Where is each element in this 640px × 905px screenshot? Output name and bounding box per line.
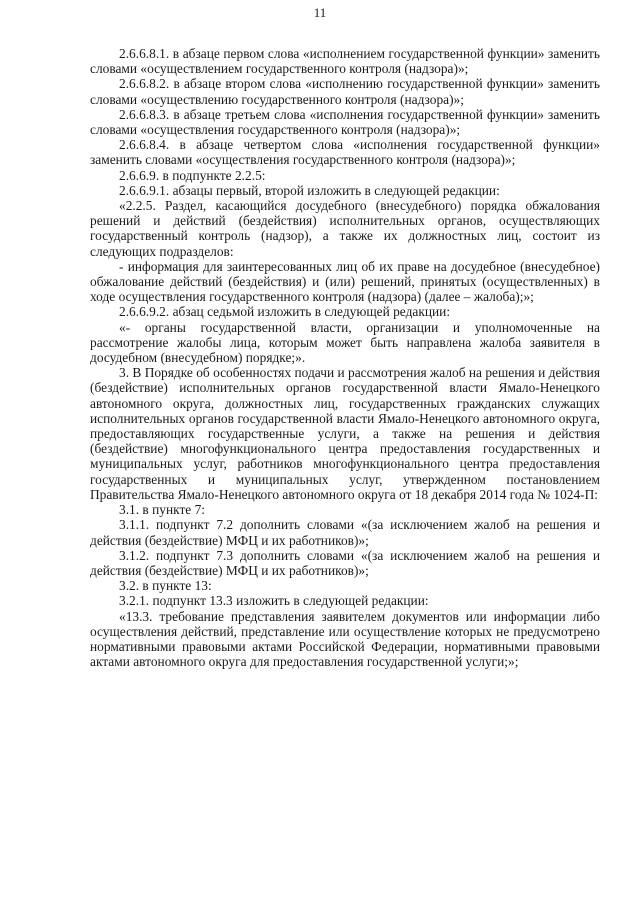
- paragraph: 3.2.1. подпункт 13.3 изложить в следующей редакции:: [119, 593, 429, 609]
- page-number: 11: [313, 5, 327, 20]
- paragraph: 2.6.6.9.1. абзацы первый, второй изложить в следующей редакции:: [119, 182, 500, 198]
- paragraph: 3.2. в пункте 13:: [119, 578, 212, 594]
- paragraph: «13.3. требование представления заявителем документов или информации либо осуществления действий, представление или осуществление которых не предусмотрено нормативными правовыми актами Российской Федерации, нормативными правовыми актами автономного округа для предоставления государственной услуги;»;: [90, 608, 600, 670]
- paragraph: 2.6.6.8.4. в абзаце четвертом слова «исполнения государственной функции» заменить словами «осуществления государственного контроля (надзора)»;: [90, 137, 600, 168]
- paragraph: 3.1.2. подпункт 7.3 дополнить словами «(за исключением жалоб на решения и действия (бездействие) МФЦ и их работников)»;: [90, 547, 600, 578]
- paragraph: - информация для заинтересованных лиц об их праве на досудебное (внесудебное) обжалование действий (бездействия) и (или) решений, принятых (осуществленных) в ходе осуществления государственного контроля (надзора) (далее – жалоба);»;: [90, 258, 600, 305]
- paragraph: 2.6.6.8.1. в абзаце первом слова «исполнением государственной функции» заменить словами «осуществлением государственного контроля (надзора)»;: [90, 46, 600, 77]
- paragraph: 2.6.6.8.3. в абзаце третьем слова «исполнения государственной функции» заменить словами «осуществления государственного контроля (надзора)»;: [90, 106, 600, 138]
- paragraph: 3.1.1. подпункт 7.2 дополнить словами «(за исключением жалоб на решения и действия (бездействие) МФЦ и их работников)»;: [90, 517, 600, 548]
- paragraph: 2.6.6.9.2. абзац седьмой изложить в следующей редакции:: [119, 304, 451, 320]
- paragraph: 2.6.6.8.2. в абзаце втором слова «исполнению государственной функции» заменить словами «осуществлению государственного контроля (надзора)»;: [90, 76, 600, 107]
- paragraph: «- органы государственной власти, организации и уполномоченные на рассмотрение жалобы лица, которым может быть направлена жалоба заявителя в досудебном (внесудебном) порядке;».: [90, 319, 600, 366]
- paragraph: 3.1. в пункте 7:: [119, 502, 206, 518]
- document-body: [90, 46, 600, 669]
- paragraph: «2.2.5. Раздел, касающийся досудебного (внесудебного) порядка обжалования решений и действий (бездействия) исполнительных органов, осуществляющих государственный контроль (надзор), а также их должностных лиц, состоит из следующих подразделов:: [90, 198, 600, 259]
- paragraph: 3. В Порядке об особенностях подачи и рассмотрения жалоб на решения и действия (бездействие) исполнительных органов государственной власти Ямало-Ненецкого автономного округа, должностных лиц, государственных гражданских служащих исполнительных органов государственной власти Ямало-Ненецкого автономного округа, предоставляющих государственные услуги, а также на решения и действия (бездействие) многофункционального центра предоставления государственных и муниципальных услуг, работников многофункционального центра предоставления государственных и муниципальных услуг, утвержденном постановлением Правительства Ямало-Ненецкого автономного округа от 18 декабря 2014 года № 1024-П:: [90, 365, 600, 502]
- paragraph: 2.6.6.9. в подпункте 2.2.5:: [119, 167, 266, 183]
